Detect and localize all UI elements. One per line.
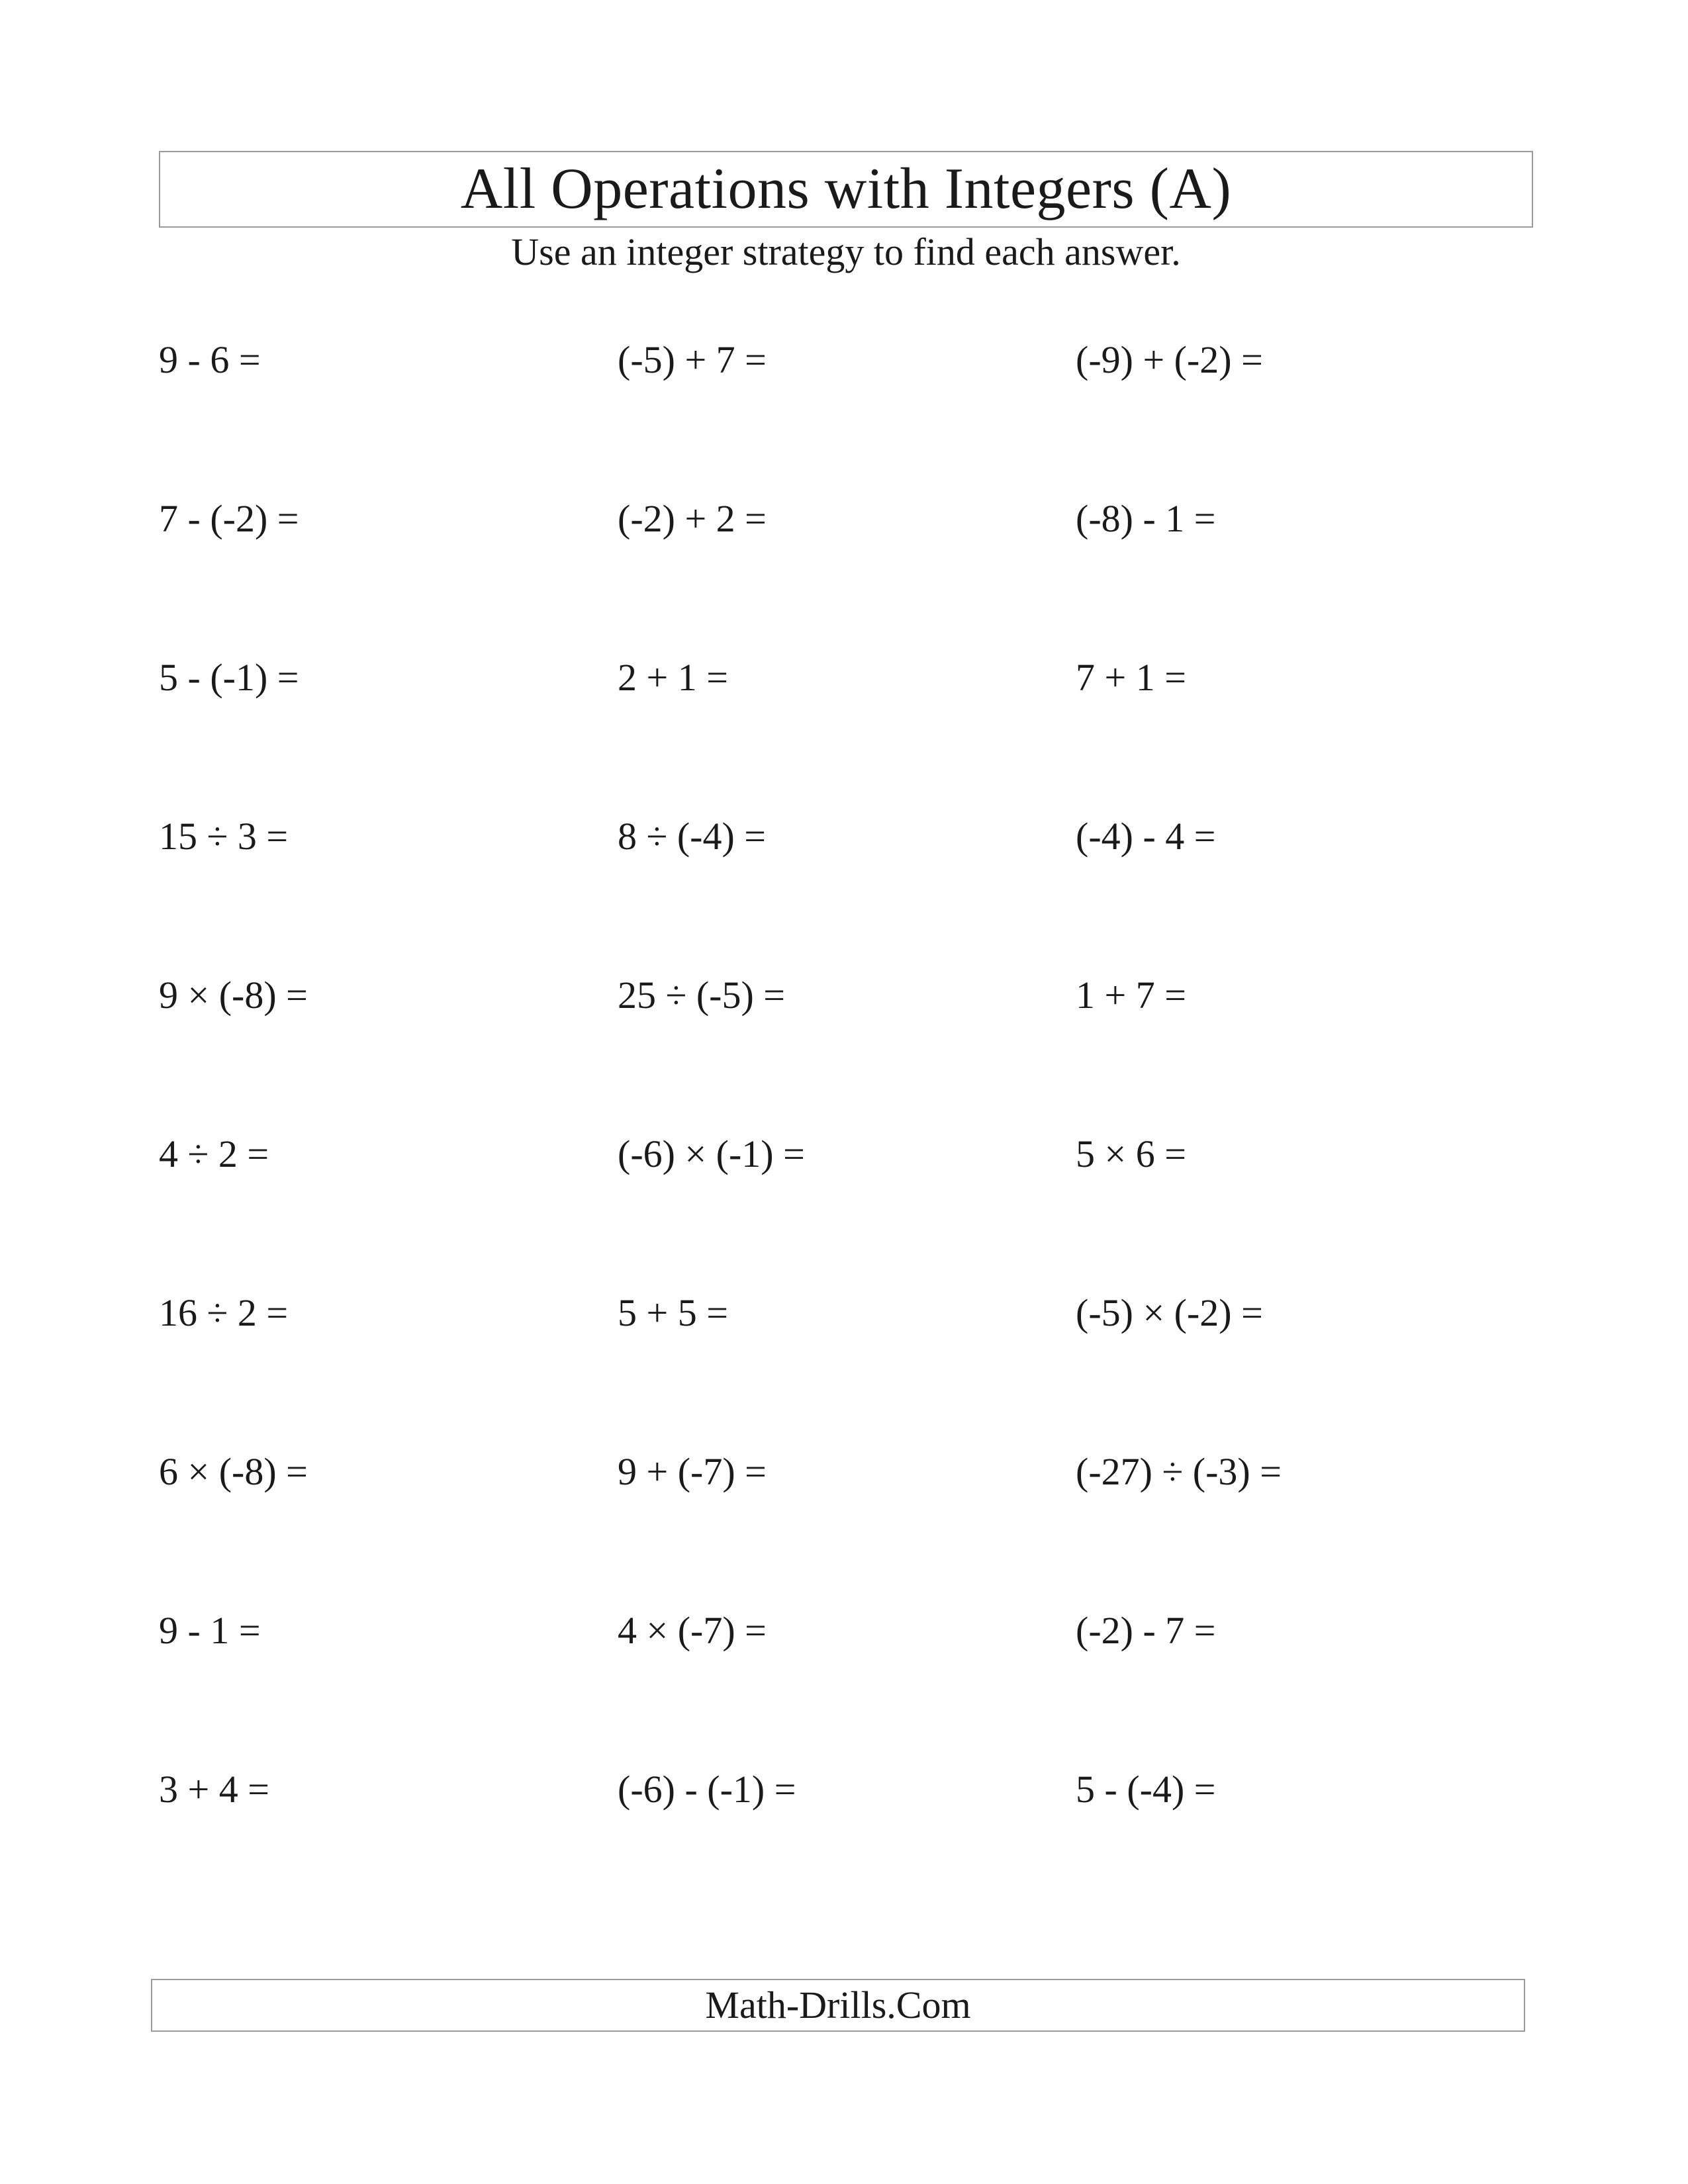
problem-r3-c3: 7 + 1 = [1076,656,1186,699]
problem-r1-c1: 9 - 6 = [159,338,261,381]
problem-r9-c3: (-2) - 7 = [1076,1609,1216,1652]
problem-r8-c3: (-27) ÷ (-3) = [1076,1450,1282,1493]
problem-r7-c1: 16 ÷ 2 = [159,1291,289,1334]
problem-r7-c3: (-5) × (-2) = [1076,1291,1263,1334]
problem-r5-c2: 25 ÷ (-5) = [618,974,785,1017]
problem-r8-c1: 6 × (-8) = [159,1450,308,1493]
problem-r2-c2: (-2) + 2 = [618,497,767,540]
problem-r4-c1: 15 ÷ 3 = [159,815,289,858]
problem-r9-c1: 9 - 1 = [159,1609,261,1652]
problem-r3-c2: 2 + 1 = [618,656,728,699]
problem-r10-c3: 5 - (-4) = [1076,1768,1216,1811]
problem-r4-c3: (-4) - 4 = [1076,815,1216,858]
problem-r4-c2: 8 ÷ (-4) = [618,815,766,858]
problem-r6-c1: 4 ÷ 2 = [159,1132,269,1175]
problem-r1-c2: (-5) + 7 = [618,338,767,381]
problem-r3-c1: 5 - (-1) = [159,656,299,699]
problem-r6-c3: 5 × 6 = [1076,1132,1186,1175]
problem-r5-c1: 9 × (-8) = [159,974,308,1017]
problem-r2-c1: 7 - (-2) = [159,497,299,540]
problem-r10-c2: (-6) - (-1) = [618,1768,796,1811]
problem-r8-c2: 9 + (-7) = [618,1450,767,1493]
problem-r2-c3: (-8) - 1 = [1076,497,1216,540]
footer-box [151,1979,1525,2032]
page-subtitle: Use an integer strategy to find each answer. [511,230,1181,273]
footer-site-name: Math-Drills.Com [705,1983,971,2026]
problem-r9-c2: 4 × (-7) = [618,1609,767,1652]
problem-r5-c3: 1 + 7 = [1076,974,1186,1017]
page-title: All Operations with Integers (A) [460,157,1232,221]
problem-r6-c2: (-6) × (-1) = [618,1132,805,1175]
problem-r1-c3: (-9) + (-2) = [1076,338,1263,381]
problem-r7-c2: 5 + 5 = [618,1291,728,1334]
problem-r10-c1: 3 + 4 = [159,1768,269,1811]
